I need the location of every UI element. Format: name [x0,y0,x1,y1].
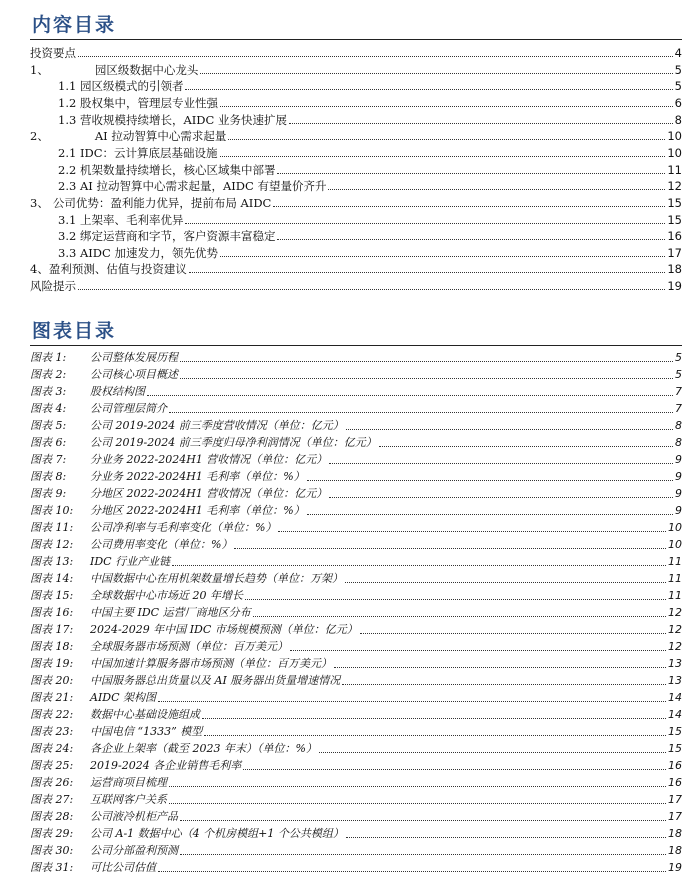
figure-entry[interactable] [30,451,682,467]
figure-entry-number: 图表 3: [30,385,67,398]
figure-entry-number: 图表 16: [30,606,74,619]
leader-dots [328,189,665,190]
leader-dots [169,412,673,413]
contents-entry[interactable] [58,111,682,127]
figure-entry[interactable] [30,349,682,365]
contents-entry-label: 1.3 营收规模持续增长，AIDC 业务快速扩展 [58,112,287,127]
figure-entry[interactable] [30,570,682,586]
leader-dots [307,480,673,481]
figure-entry-number: 图表 2: [30,368,67,381]
contents-entry-label: AI 拉动智算中心需求起量 [94,129,227,144]
leader-dots [158,871,666,872]
figure-entry-number: 图表 24: [30,742,74,755]
figure-entry-page: 15 [668,742,682,755]
contents-entry[interactable] [58,94,682,110]
contents-entry[interactable] [58,177,682,193]
figure-entry-label: 全球服务器市场预测（单位：百万美元） [90,640,288,653]
contents-entry-page: 15 [667,195,682,210]
contents-entry-label: 1.1 园区级模式的引领者 [58,79,184,94]
leader-dots [329,497,673,498]
figure-entry-number: 图表 9: [30,487,67,500]
figure-entry[interactable] [30,757,682,773]
figure-entry[interactable] [30,621,682,637]
figure-entry-label: 分地区 2022-2024H1 毛利率（单位：%） [90,504,305,517]
contents-entry[interactable] [58,244,682,260]
figure-entry-number: 图表 25: [30,759,74,772]
contents-entry-page: 8 [674,112,682,127]
contents-entry-number: 1、 [30,62,49,77]
figure-entry-number: 图表 10: [30,504,74,517]
contents-entry-page: 5 [674,62,682,77]
figure-entry-number: 图表 4: [30,402,67,415]
contents-entry-label: 3.3 AIDC 加速发力，领先优势 [58,245,218,260]
contents-entry[interactable] [58,227,682,243]
figure-entry-label: 公司净利率与毛利率变化（单位：%） [90,521,277,534]
figure-entry-page: 13 [668,657,682,670]
contents-heading-rule [30,39,682,40]
leader-dots [290,650,666,651]
figure-entry-page: 16 [668,776,682,789]
figure-entry-number: 图表 5: [30,419,67,432]
figure-entry-label: 运营商项目梳理 [90,776,167,789]
contents-entry[interactable] [30,127,682,143]
figure-entry-label: 中国主要 IDC 运营厂商地区分布 [90,606,251,619]
leader-dots [360,633,666,634]
figure-entry-number: 图表 11: [30,521,74,534]
figures-heading: 图表目录 [32,320,117,342]
figure-entry-label: 分业务 2022-2024H1 毛利率（单位：%） [90,470,305,483]
leader-dots [245,599,666,600]
figure-entry[interactable] [30,366,682,382]
leader-dots [78,56,673,57]
figure-entry-label: 2024-2029 年中国 IDC 市场规模预测（单位：亿元） [90,623,358,636]
figure-entry-label: 公司 2019-2024 前三季度归母净利润情况（单位：亿元） [90,436,377,449]
contents-entry-number: 2、 [30,129,49,144]
contents-entry-label: 2.1 IDC：云计算底层基础设施 [58,145,218,160]
leader-dots [234,548,666,549]
figure-entry-page: 9 [675,487,682,500]
leader-dots [243,769,666,770]
figure-entry-number: 图表 6: [30,436,67,449]
figure-entry[interactable] [30,553,682,569]
figure-entry-number: 图表 28: [30,810,74,823]
figure-entry[interactable] [30,859,682,875]
contents-entry-page: 11 [667,162,682,177]
figure-entry-page: 17 [668,810,682,823]
figure-entry-number: 图表 7: [30,453,67,466]
contents-entry-page: 16 [667,229,682,244]
figure-entry-label: 公司 A-1 数据中心（4 个机房模组+1 个公共模组） [90,827,344,840]
figure-entry-number: 图表 8: [30,470,67,483]
figure-entry[interactable] [30,689,682,705]
leader-dots [346,837,666,838]
figure-entry[interactable] [30,723,682,739]
figure-entry-page: 12 [668,623,682,636]
figure-entry-page: 11 [668,572,682,585]
contents-entry[interactable] [58,161,682,177]
figure-entry-page: 7 [675,385,682,398]
figure-entry[interactable] [30,706,682,722]
figure-entry-number: 图表 13: [30,555,74,568]
contents-entry[interactable] [58,211,682,227]
leader-dots [379,446,673,447]
figure-entry-number: 图表 30: [30,844,74,857]
contents-entry[interactable] [30,260,682,276]
figure-entry-label: 公司核心项目概述 [90,368,178,381]
figure-entry-label: 各企业上架率（截至 2023 年末）（单位：%） [90,742,317,755]
figure-entry-label: 分地区 2022-2024H1 营收情况（单位：亿元） [90,487,328,500]
contents-entry-label: 公司优势：盈利能力优异，提前布局 AIDC [52,195,272,210]
figure-entry[interactable] [30,468,682,484]
contents-entry-number: 4、 [30,262,49,277]
leader-dots [185,223,665,224]
contents-entry[interactable] [58,77,682,93]
figure-entry-label: 数据中心基础设施组成 [90,708,200,721]
leader-dots [204,735,666,736]
figure-entry-page: 12 [668,606,682,619]
figure-entry-page: 9 [675,453,682,466]
figure-entry-number: 图表 27: [30,793,74,806]
contents-entry-label: 投资要点 [30,46,76,60]
figure-entry-page: 16 [668,759,682,772]
leader-dots [172,565,666,566]
figure-entry-page: 10 [668,521,682,534]
figure-entry-label: 可比公司估值 [90,861,156,874]
leader-dots [277,173,665,174]
leader-dots [220,156,666,157]
figure-entry-label: 公司整体发展历程 [90,351,178,364]
leader-dots [180,361,673,362]
leader-dots [273,206,665,207]
leader-dots [228,139,665,140]
figure-entry-label: AIDC 架构图 [90,691,157,704]
figure-entry-page: 18 [668,827,682,840]
contents-entry-page: 17 [667,245,682,260]
figure-entry-number: 图表 31: [30,861,74,874]
figure-entry-label: 分业务 2022-2024H1 营收情况（单位：亿元） [90,453,328,466]
leader-dots [342,684,666,685]
figure-entry-page: 11 [668,589,682,602]
leader-dots [189,272,666,273]
figure-entry-number: 图表 22: [30,708,74,721]
figure-entry-label: IDC 行业产业链 [90,555,171,568]
contents-entry-label: 2.2 机架数量持续增长，核心区域集中部署 [58,162,276,177]
figure-entry-page: 7 [675,402,682,415]
figure-entry[interactable] [30,417,682,433]
contents-entry-page: 12 [667,179,682,194]
figure-entry-number: 图表 26: [30,776,74,789]
leader-dots [253,616,666,617]
figure-entry-page: 15 [668,725,682,738]
figure-entry-number: 图表 23: [30,725,74,738]
figure-entry-number: 图表 1: [30,351,67,364]
figure-entry-label: 公司费用率变化（单位：%） [90,538,233,551]
figure-entry-page: 9 [675,504,682,517]
leader-dots [319,752,666,753]
leader-dots [329,463,673,464]
contents-entry-label: 园区级数据中心龙头 [94,62,199,77]
leader-dots [278,531,666,532]
figure-entry[interactable] [30,502,682,518]
contents-entry-page: 4 [674,46,682,60]
leader-dots [345,582,666,583]
contents-entry[interactable] [58,144,682,160]
figure-entry[interactable] [30,791,682,807]
contents-entry-number: 3、 [30,195,49,210]
leader-dots [147,395,673,396]
contents-entry-page: 18 [667,262,682,277]
figure-entry-number: 图表 14: [30,572,74,585]
figure-entry-page: 5 [675,368,682,381]
contents-entry-page: 10 [667,129,682,144]
leader-dots [169,786,666,787]
figure-entry-label: 中国数据中心在用机架数量增长趋势（单位：万架） [90,572,343,585]
figure-entry-label: 公司管理层简介 [90,402,167,415]
leader-dots [158,701,666,702]
contents-entry[interactable] [30,44,682,60]
contents-entry-page: 10 [667,145,682,160]
leader-dots [180,820,666,821]
figure-entry-label: 公司分部盈利预测 [90,844,178,857]
contents-entry[interactable] [30,277,682,293]
figure-entry-label: 中国加速计算服务器市场预测（单位：百万美元） [90,657,332,670]
figure-entry-page: 19 [668,861,682,874]
contents-entry-label: 2.3 AI 拉动智算中心需求起量，AIDC 有望量价齐升 [58,179,327,194]
leader-dots [200,73,672,74]
figure-entry-page: 8 [675,419,682,432]
leader-dots [180,378,673,379]
contents-entry-label: 盈利预测、估值与投资建议 [48,262,187,277]
figure-entry-label: 股权结构图 [90,385,145,398]
figure-entry[interactable] [30,383,682,399]
leader-dots [185,89,672,90]
figure-entry-page: 5 [675,351,682,364]
figure-entry[interactable] [30,808,682,824]
contents-entry-label: 风险提示 [30,279,76,294]
leader-dots [277,239,665,240]
figure-entry-label: 中国电信 “1333” 模型 [90,725,203,738]
figure-entry-number: 图表 12: [30,538,74,551]
contents-entry[interactable] [30,194,682,210]
contents-entry-page: 15 [667,212,682,227]
figure-entry-page: 8 [675,436,682,449]
figure-entry-label: 全球数据中心市场近 20 年增长 [90,589,243,602]
contents-entry[interactable] [30,61,682,77]
figures-heading-rule [30,345,682,346]
figure-entry[interactable] [30,587,682,603]
leader-dots [289,123,673,124]
figure-entry-page: 14 [668,691,682,704]
figure-entry-page: 12 [668,640,682,653]
figure-entry[interactable] [30,825,682,841]
figure-entry-number: 图表 29: [30,827,74,840]
figure-entry[interactable] [30,536,682,552]
leader-dots [346,429,673,430]
contents-entry-page: 5 [674,79,682,94]
figure-entry[interactable] [30,604,682,620]
contents-entry-label: 1.2 股权集中，管理层专业性强 [58,95,218,110]
figure-entry-label: 互联网客户关系 [90,793,167,806]
figure-entry-page: 9 [675,470,682,483]
figure-entry[interactable] [30,485,682,501]
figure-entry-page: 14 [668,708,682,721]
figure-entry[interactable] [30,672,682,688]
figure-entry-label: 2019-2024 各企业销售毛利率 [90,759,242,772]
figure-entry-number: 图表 21: [30,691,74,704]
contents-heading: 内容目录 [32,14,117,36]
figure-entry-page: 10 [668,538,682,551]
leader-dots [334,667,666,668]
figure-entry[interactable] [30,842,682,858]
figure-entry-number: 图表 19: [30,657,74,670]
figure-entry[interactable] [30,740,682,756]
figure-entry-label: 公司 2019-2024 前三季度营收情况（单位：亿元） [90,419,344,432]
contents-entry-label: 3.2 绑定运营商和字节，客户资源丰富稳定 [58,229,276,244]
figure-entry-page: 11 [668,555,682,568]
figure-entry[interactable] [30,519,682,535]
figure-entry[interactable] [30,655,682,671]
contents-entry-page: 19 [667,279,682,294]
figure-entry-number: 图表 20: [30,674,74,687]
figure-entry-label: 公司液冷机柜产品 [90,810,178,823]
figure-entry-page: 13 [668,674,682,687]
figure-entry-number: 图表 17: [30,623,74,636]
contents-entry-page: 6 [674,95,682,110]
figure-entry-label: 中国服务器总出货量以及 AI 服务器出货量增速情况 [90,674,341,687]
leader-dots [180,854,666,855]
figure-entry-number: 图表 18: [30,640,74,653]
leader-dots [202,718,666,719]
leader-dots [78,289,665,290]
leader-dots [169,803,666,804]
figure-entry[interactable] [30,400,682,416]
contents-entry-label: 3.1 上架率、毛利率优异 [58,212,184,227]
leader-dots [220,256,665,257]
figure-entry-page: 17 [668,793,682,806]
leader-dots [307,514,673,515]
figure-entry[interactable] [30,638,682,654]
figure-entry-page: 18 [668,844,682,857]
figure-entry[interactable] [30,774,682,790]
leader-dots [220,106,673,107]
figure-entry-number: 图表 15: [30,589,74,602]
figure-entry[interactable] [30,434,682,450]
